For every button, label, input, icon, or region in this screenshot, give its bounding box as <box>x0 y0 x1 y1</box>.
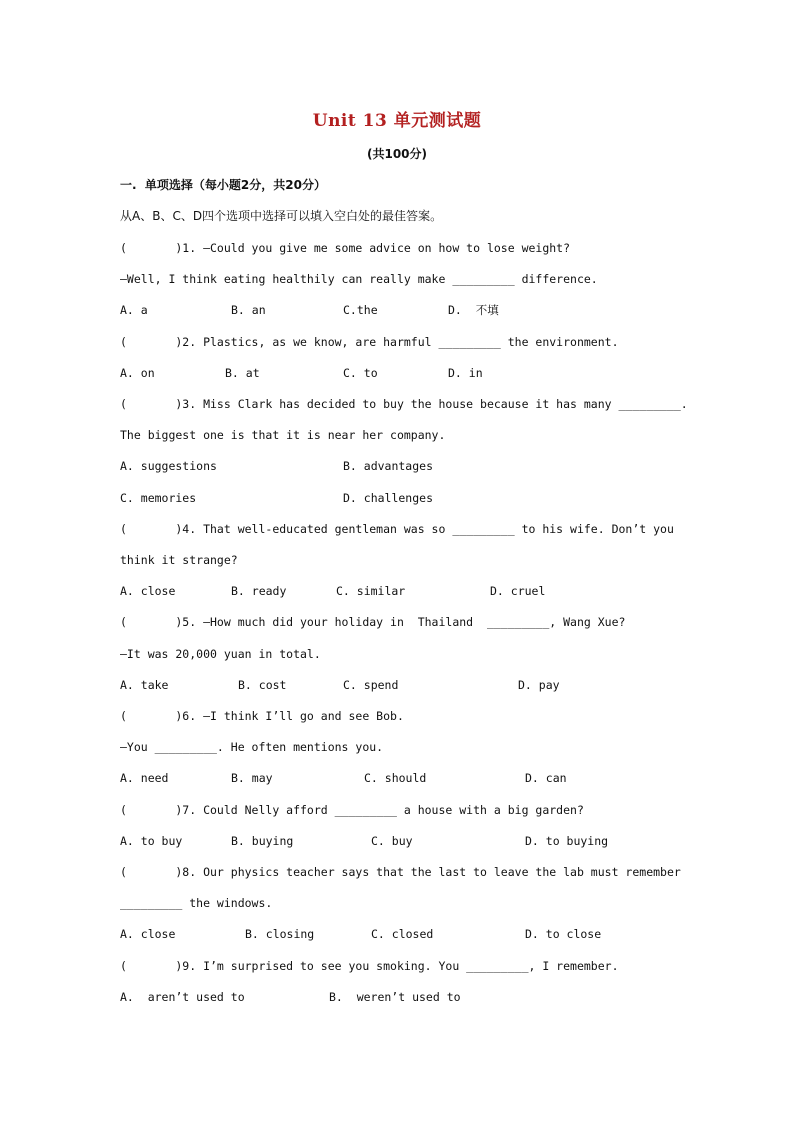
option-a: A. to buy <box>120 834 183 848</box>
question-1-line-2: —Well, I think eating healthily can really make _________ difference. <box>120 272 598 286</box>
option-d: D. pay <box>518 678 560 692</box>
option-b: B. cost <box>238 678 287 692</box>
option-a: A. close <box>120 927 176 941</box>
option-a: A. suggestions <box>120 459 217 473</box>
option-d: D. can <box>525 771 567 785</box>
option-d: D. to buying <box>525 834 609 848</box>
question-1-stem: ( )1. —Could you give me some advice on how to lose weight? <box>120 241 571 255</box>
option-b: B. at <box>225 366 260 380</box>
option-d: D. cruel <box>490 584 546 598</box>
option-a: A. need <box>120 771 169 785</box>
option-b: B. ready <box>231 584 287 598</box>
option-c: C. buy <box>371 834 413 848</box>
option-d: D. in <box>448 366 483 380</box>
option-c: C. to <box>343 366 378 380</box>
question-3-line-2: The biggest one is that it is near her company. <box>120 428 446 442</box>
option-a: A. take <box>120 678 169 692</box>
question-8-stem: ( )8. Our physics teacher says that the last to leave the lab must remember <box>120 865 681 879</box>
option-c: C. spend <box>343 678 399 692</box>
question-8-line-2: _________ the windows. <box>120 896 273 910</box>
option-c: C.the <box>343 303 378 317</box>
option-a: A. close <box>120 584 176 598</box>
option-c: C. should <box>364 771 427 785</box>
option-c: C. memories <box>120 491 197 505</box>
option-c: C. similar <box>336 584 406 598</box>
option-b: B. weren’t used to <box>329 990 461 1004</box>
question-2-stem: ( )2. Plastics, as we know, are harmful _________ the environment. <box>120 335 619 349</box>
option-d: D. to close <box>525 927 602 941</box>
page-subtitle: (共100分) <box>366 147 428 161</box>
question-5-stem: ( )5. —How much did your holiday in Thailand _________, Wang Xue? <box>120 615 626 629</box>
question-5-line-2: —It was 20,000 yuan in total. <box>120 647 321 661</box>
question-4-stem: ( )4. That well-educated gentleman was so _________ to his wife. Don’t you <box>120 522 674 536</box>
section-heading: 一. 单项选择（每小题2分，共20分） <box>120 178 326 192</box>
option-a: A. aren’t used to <box>120 990 245 1004</box>
option-b: B. may <box>231 771 273 785</box>
section-instruction: 从A、B、C、D四个选项中选择可以填入空白处的最佳答案。 <box>120 209 443 223</box>
question-4-line-2: think it strange? <box>120 553 238 567</box>
option-b: B. closing <box>245 927 315 941</box>
question-3-stem: ( )3. Miss Clark has decided to buy the house because it has many _________. <box>120 397 688 411</box>
question-6-line-2: —You _________. He often mentions you. <box>120 740 384 754</box>
option-b: B. advantages <box>343 459 434 473</box>
page-title: Unit 13 单元测试题 <box>312 111 482 131</box>
question-9-stem: ( )9. I’m surprised to see you smoking. You _________, I remember. <box>120 959 619 973</box>
question-9-options <box>120 989 461 1053</box>
question-7-stem: ( )7. Could Nelly afford _________ a house with a big garden? <box>120 803 584 817</box>
option-a: A. on <box>120 366 155 380</box>
option-d: D. 不填 <box>448 303 499 317</box>
question-6-stem: ( )6. —I think I’ll go and see Bob. <box>120 709 404 723</box>
option-c: C. closed <box>371 927 434 941</box>
option-d: D. challenges <box>343 491 434 505</box>
option-b: B. buying <box>231 834 294 848</box>
option-a: A. a <box>120 303 148 317</box>
option-b: B. an <box>231 303 266 317</box>
